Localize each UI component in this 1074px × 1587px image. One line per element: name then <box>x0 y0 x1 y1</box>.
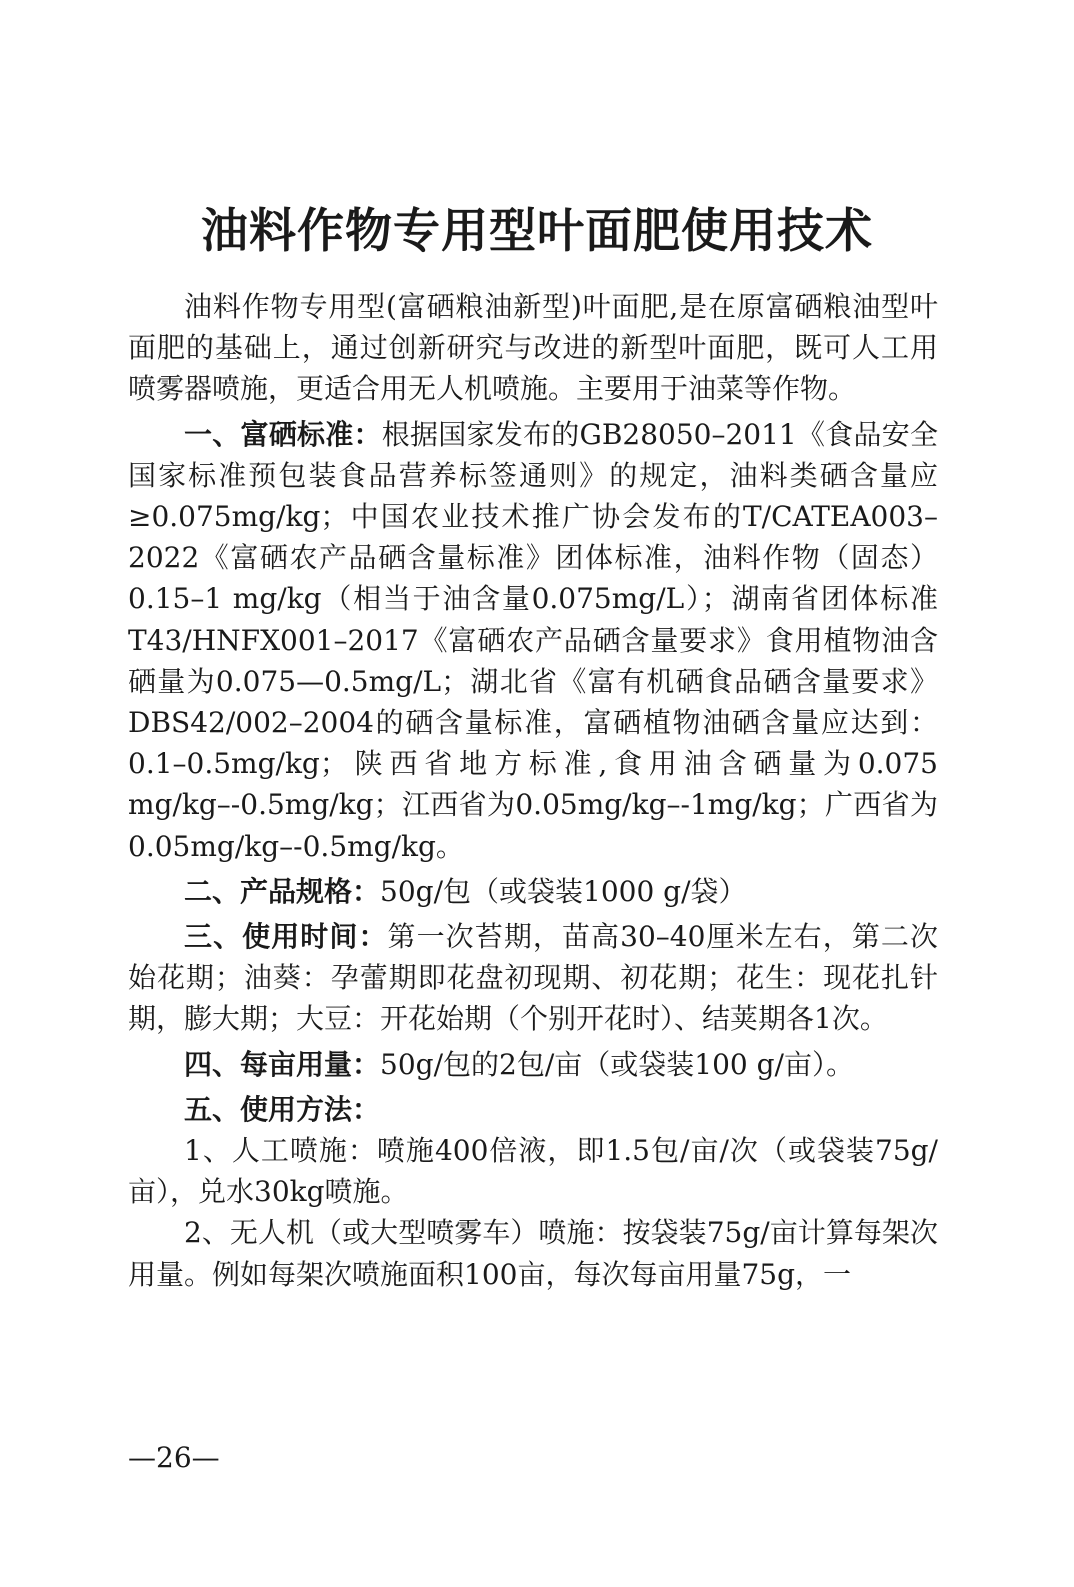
page-title: 油料作物专用型叶面肥使用技术 <box>201 204 873 259</box>
method-item: 1、人工喷施：喷施400倍液，即1.5包/亩/次（或袋装75g/亩），兑水30kg喷施。 <box>128 1134 938 1209</box>
section-text: 50g/包的2包/亩（或袋装100 g/亩）。 <box>380 1047 854 1081</box>
method-item: 2、无人机（或大型喷雾车）喷施：按袋装75g/亩计算每架次用量。例如每架次喷施面积100亩，每次每亩用量75g，一 <box>128 1216 938 1291</box>
section-method <box>128 1089 938 1130</box>
section-text: 50g/包（或袋装1000 g/袋） <box>380 874 747 908</box>
section-spec <box>128 871 938 912</box>
section-text: 根据国家发布的GB28050–2011《食品安全国家标准预包装食品营养标签通则》的规定，油料类硒含量应≥0.075mg/kg；中国农业技术推广协会发布的T/CATEA003–2022《富硒农产品硒含量标准》团体标准，油料作物（固态）0.15–1 mg/kg（相当于油含量0.075mg/L）；湖南省团体标准T43/HNFX001–2017《富硒农产品硒含量要求》食用植物油含硒量为0.075—0.5mg/L；湖北省《富有机硒食品硒含量要求》DBS42/002–2004的硒含量标准，富硒植物油硒含量应达到：0.1–0.5mg/kg；陕西省地方标准,食用油含硒量为0.075 mg/kg–-0.5mg/kg；江西省为0.05mg/kg–-1mg/kg；广西省为0.05mg/kg–-0.5mg/kg。 <box>128 417 938 863</box>
section-timing <box>128 916 938 1040</box>
section-heading: 二、产品规格： <box>184 874 381 908</box>
section-dosage <box>128 1044 938 1085</box>
intro-paragraph: 油料作物专用型(富硒粮油新型)叶面肥,是在原富硒粮油型叶面肥的基础上，通过创新研究与改进的新型叶面肥，既可人工用喷雾器喷施，更适合用无人机喷施。主要用于油菜等作物。 <box>128 290 938 406</box>
document-body <box>128 286 938 1295</box>
section-text: 第一次苔期，苗高30–40厘米左右，第二次始花期；油葵：孕蕾期即花盘初现期、初花期；花生：现花扎针期，膨大期；大豆：开花始期（个别开花时）、结荚期各1次。 <box>128 920 938 1036</box>
section-heading: 三、使用时间： <box>184 920 388 954</box>
section-heading: 五、使用方法： <box>184 1092 381 1126</box>
section-heading: 一、富硒标准： <box>184 417 382 451</box>
section-heading: 四、每亩用量： <box>184 1047 381 1081</box>
page-number: —26— <box>128 1441 220 1474</box>
section-standard <box>128 414 938 867</box>
